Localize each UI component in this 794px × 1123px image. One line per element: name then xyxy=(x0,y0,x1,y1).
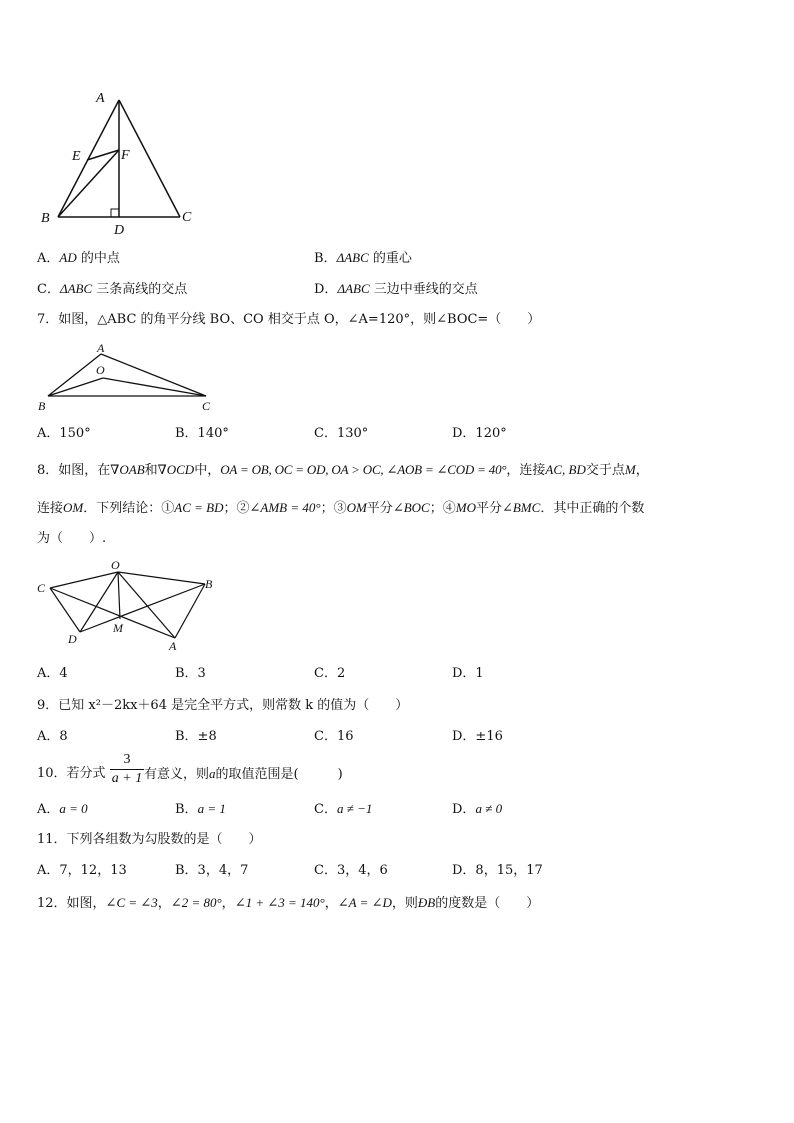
label-O: O xyxy=(111,558,120,572)
q6-option-d[interactable]: D．ΔABC 三边中垂线的交点 xyxy=(314,281,478,297)
q8-option-b[interactable]: B．3 xyxy=(175,666,206,681)
q9-option-d[interactable]: D．±16 xyxy=(452,729,503,744)
q7-option-d[interactable]: D．120° xyxy=(452,426,507,441)
q7-stem: 7．如图，△ABC 的角平分线 BO、CO 相交于点 O，∠A=120°，则∠BOC=（ ） xyxy=(37,312,541,327)
q11-option-c[interactable]: C．3，4，6 xyxy=(314,863,388,878)
q8-figure xyxy=(30,555,230,655)
q11-option-b[interactable]: B．3，4，7 xyxy=(175,863,249,878)
q10-option-c[interactable]: C．a ≠ −1 xyxy=(314,801,373,817)
q8-option-c[interactable]: C．2 xyxy=(314,666,346,681)
q8-stem-line3: 为（ ）. xyxy=(37,531,107,546)
label-A: A xyxy=(96,91,105,106)
q7-option-a[interactable]: A．150° xyxy=(37,426,91,441)
fraction-numerator: 3 xyxy=(123,752,131,767)
q10-option-d[interactable]: D．a ≠ 0 xyxy=(452,801,503,817)
q11-stem: 11．下列各组数为勾股数的是（ ） xyxy=(37,832,262,847)
q12-stem: 12．如图，∠C = ∠3，∠2 = 80°，∠1 + ∠3 = 140°，∠A = ∠D，则ÐB的度数是（ ） xyxy=(37,895,540,911)
label-A: A xyxy=(169,639,177,653)
label-D: D xyxy=(114,223,125,238)
label-F: F xyxy=(121,148,130,163)
label-O: O xyxy=(96,363,105,377)
q7-option-b[interactable]: B．140° xyxy=(175,426,229,441)
q11-option-d[interactable]: D．8，15，17 xyxy=(452,863,543,878)
label-A: A xyxy=(97,341,105,355)
q9-option-a[interactable]: A．8 xyxy=(37,729,68,744)
label-B: B xyxy=(38,399,46,413)
label-B: B xyxy=(205,577,213,591)
label-C: C xyxy=(182,210,192,225)
label-D: D xyxy=(68,632,77,646)
label-B: B xyxy=(41,211,50,226)
label-E: E xyxy=(72,149,81,164)
label-M: M xyxy=(113,621,123,635)
fraction-denominator: a + 1 xyxy=(111,771,143,786)
q9-option-c[interactable]: C．16 xyxy=(314,729,354,744)
q10-stem-a: 10．若分式 xyxy=(37,766,106,781)
q6-option-c[interactable]: C．ΔABC 三条高线的交点 xyxy=(37,281,188,297)
q10-option-a[interactable]: A．a = 0 xyxy=(37,801,88,817)
q9-stem: 9．已知 x²－2kx＋64 是完全平方式，则常数 k 的值为（ ） xyxy=(37,698,409,713)
q10-fraction xyxy=(110,752,144,787)
label-C: C xyxy=(37,581,46,595)
q8-option-a[interactable]: A．4 xyxy=(37,666,68,681)
q6-triangle-figure xyxy=(30,82,210,242)
q10-stem-b: 有意义，则a的取值范围是( ) xyxy=(144,766,343,782)
q8-stem-line1: 8．如图，在∇OAB和∇OCD中，OA = OB, OC = OD, OA > OC, ∠AOB = ∠COD = 40°，连接AC, BD交于点M， xyxy=(37,462,649,478)
label-C: C xyxy=(202,399,211,413)
q6-option-b[interactable]: B．ΔABC 的重心 xyxy=(314,250,412,266)
q8-option-d[interactable]: D．1 xyxy=(452,666,484,681)
q7-triangle-figure xyxy=(30,340,220,415)
q10-option-b[interactable]: B．a = 1 xyxy=(175,801,226,817)
q6-option-a[interactable]: A．AD 的中点 xyxy=(37,250,120,266)
q7-option-c[interactable]: C．130° xyxy=(314,426,369,441)
q11-option-a[interactable]: A．7，12，13 xyxy=(37,863,127,878)
q9-option-b[interactable]: B．±8 xyxy=(175,729,217,744)
q8-stem-line2: 连接OM．下列结论：①AC = BD；②∠AMB = 40°；③OM平分∠BOC；④MO平分∠BMC．其中正确的个数 xyxy=(37,500,645,516)
